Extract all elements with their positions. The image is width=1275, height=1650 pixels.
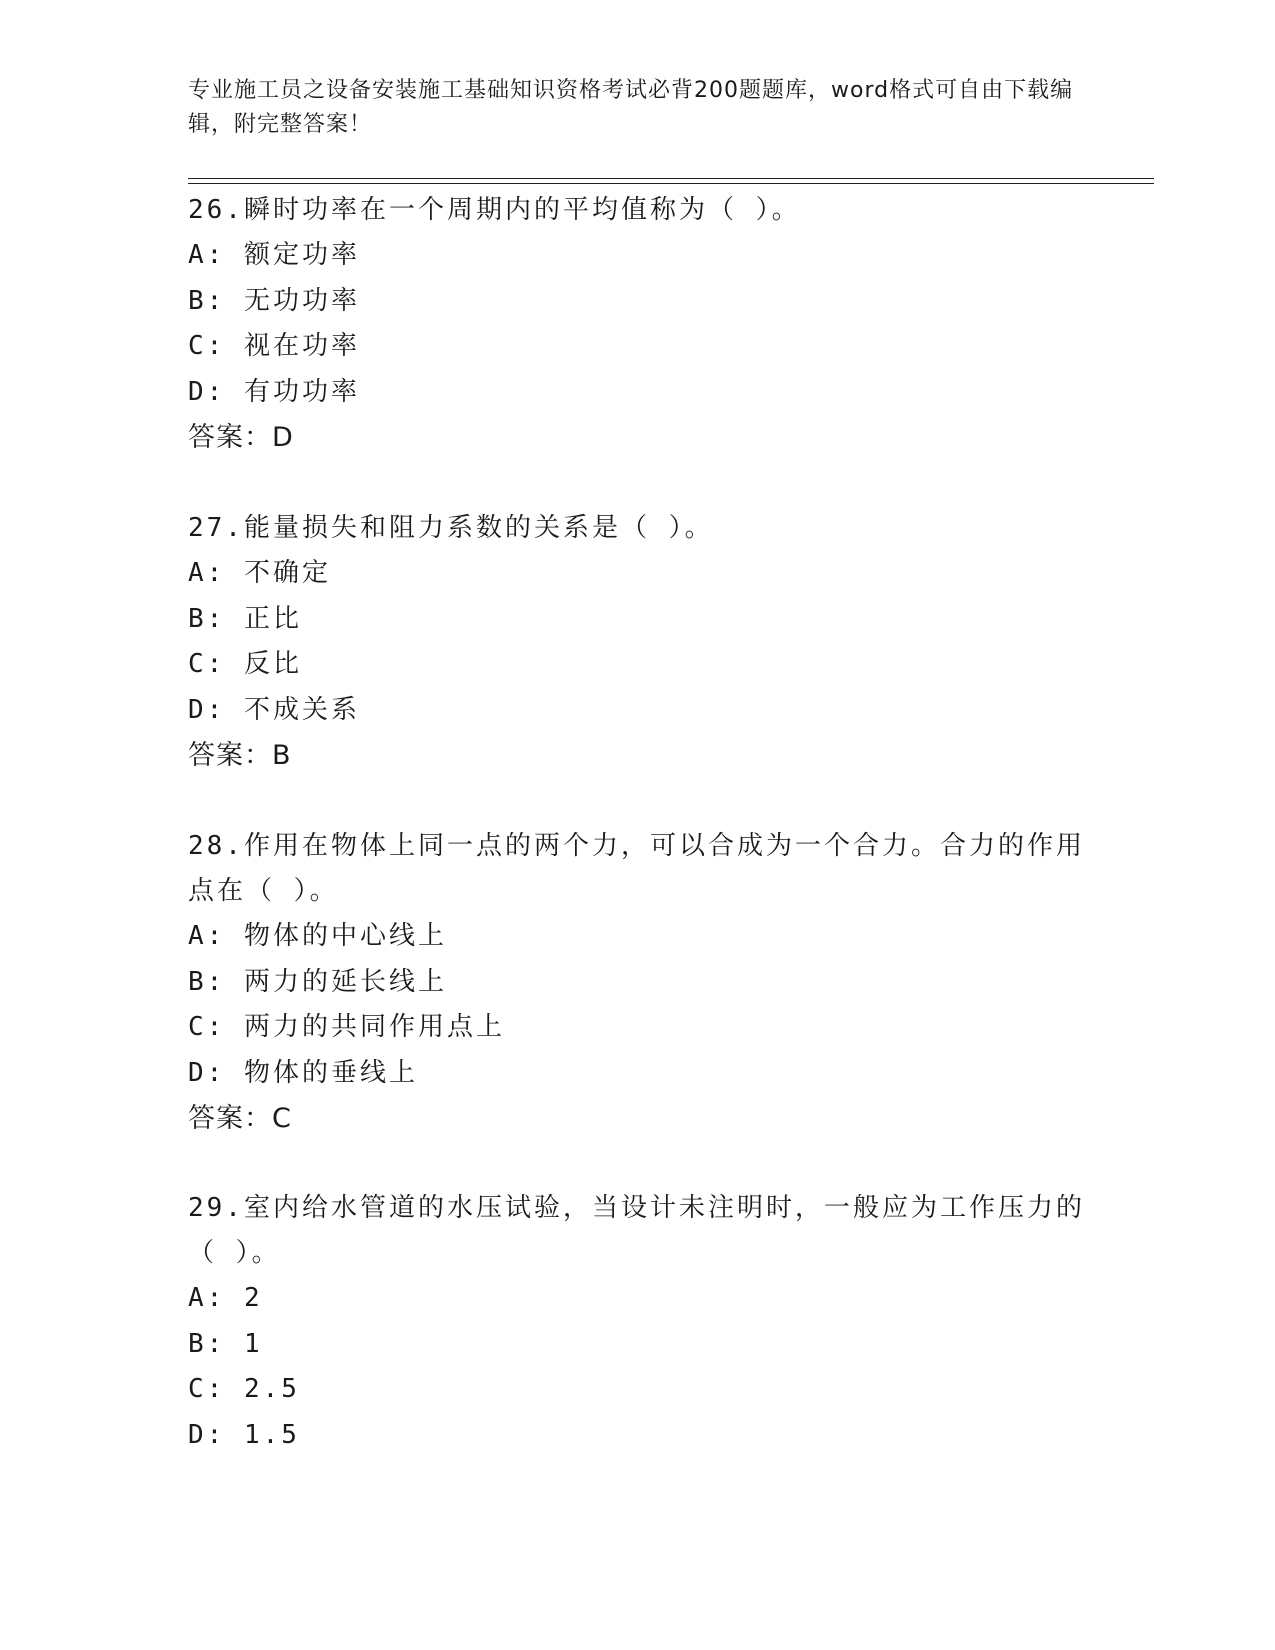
option-d: D: 1.5 [188, 1419, 300, 1450]
option-a: A: 不确定 [188, 558, 331, 588]
option-c: C: 视在功率 [188, 331, 360, 361]
option-c: C: 2.5 [188, 1374, 300, 1404]
question-stem: 27.能量损失和阻力系数的关系是（ ）。 [188, 513, 714, 543]
answer-line [188, 733, 1088, 779]
option-d: D: 不成关系 [188, 694, 360, 725]
option-b: B: 两力的延长线上 [188, 966, 447, 997]
option-b: B: 1 [188, 1328, 263, 1359]
header-divider-bottom [188, 183, 1154, 184]
answer-value: B [272, 740, 292, 771]
option-c: C: 两力的共同作用点上 [188, 1012, 505, 1042]
answer-line [188, 415, 1088, 461]
question-stem: 26.瞬时功率在一个周期内的平均值称为（ ）。 [188, 195, 801, 225]
document-header: 专业施工员之设备安装施工基础知识资格考试必背200题题库，word格式可自由下载编辑，附完整答案！ [188, 78, 1074, 137]
question-stem: 28.作用在物体上同一点的两个力，可以合成为一个合力。合力的作用点在（ ）。 [188, 831, 1085, 906]
question-stem: 29.室内给水管道的水压试验，当设计未注明时，一般应为工作压力的（ ）。 [188, 1193, 1085, 1268]
question-29 [188, 1186, 1088, 1458]
option-a: A: 物体的中心线上 [188, 921, 447, 951]
header-divider-top [188, 178, 1154, 179]
option-b: B: 正比 [188, 603, 302, 634]
option-a: A: 2 [188, 1283, 263, 1313]
answer-label: 答案： [188, 422, 272, 453]
option-a: A: 额定功率 [188, 240, 360, 270]
answer-label: 答案： [188, 1103, 272, 1134]
answer-line [188, 1096, 1088, 1142]
question-26 [188, 188, 1088, 461]
question-27 [188, 506, 1088, 779]
answer-value: C [272, 1103, 292, 1134]
option-d: D: 有功功率 [188, 376, 360, 407]
option-d: D: 物体的垂线上 [188, 1057, 418, 1088]
option-c: C: 反比 [188, 649, 302, 679]
answer-value: D [272, 422, 294, 453]
answer-label: 答案： [188, 740, 272, 771]
question-28 [188, 824, 1088, 1142]
option-b: B: 无功功率 [188, 285, 360, 316]
